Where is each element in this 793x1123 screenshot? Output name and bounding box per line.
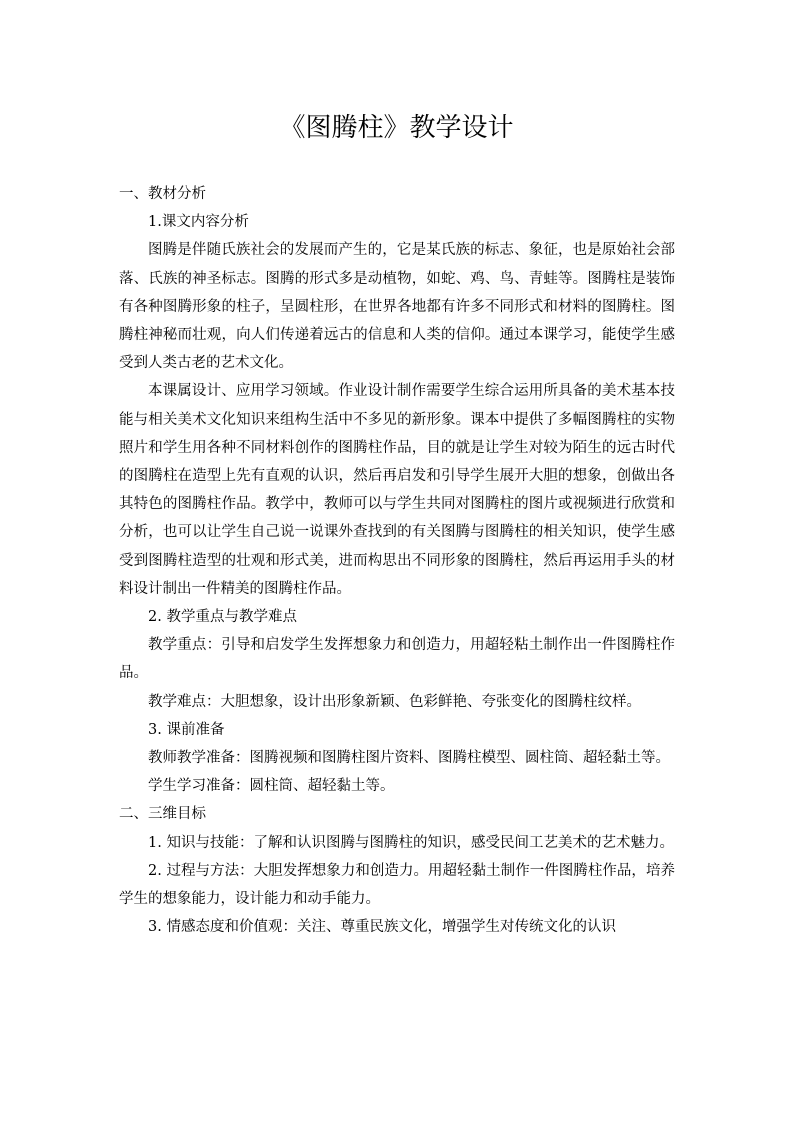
document-paragraph: 图腾是伴随氏族社会的发展而产生的，它是某氏族的标志、象征，也是原始社会部落、氏族的神圣标志。图腾的形式多是动植物，如蛇、鸡、鸟、青蛙等。图腾柱是装饰有各种图腾形象的柱子，呈圆柱形，在世界各地都有许多不同形式和材料的图腾柱。图腾柱神秘而壮观，向人们传递着远古的信息和人类的信仰。通过本课学习，能使学生感受到人类古老的艺术文化。 [119,242,675,372]
document-paragraph: 二、三维目标 [119,806,206,823]
document-paragraph: 教师教学准备：图腾视频和图腾柱图片资料、图腾柱模型、圆柱筒、超轻黏土等。 [148,750,670,767]
document-body [119,180,675,941]
document-paragraph: 3. 课前准备 [148,721,225,738]
document-paragraph: 1. 知识与技能：了解和认识图腾与图腾柱的知识，感受民间工艺美术的艺术魅力。 [148,834,674,851]
document-paragraph: 教学难点：大胆想象，设计出形象新颖、色彩鲜艳、夸张变化的图腾柱纹样。 [148,693,641,710]
document-title: 《图腾柱》教学设计 [279,113,514,143]
document-paragraph: 3. 情感态度和价值观：关注、尊重民族文化，增强学生对传统文化的认识 [148,919,616,936]
document-paragraph: 学生学习准备：圆柱筒、超轻黏土等。 [148,778,395,795]
document-paragraph: 教学重点：引导和启发学生发挥想象力和创造力，用超轻粘土制作出一件图腾柱作品。 [119,637,675,682]
document-paragraph: 一、教材分析 [119,186,206,202]
document-paragraph: 1.课文内容分析 [148,214,249,231]
document-paragraph: 本课属设计、应用学习领域。作业设计制作需要学生综合运用所具备的美术基本技能与相关美术文化知识来组构生活中不多见的新形象。课本中提供了多幅图腾柱的实物照片和学生用各种不同材料创作的图腾柱作品，目的就是让学生对较为陌生的远古时代的图腾柱在造型上先有直观的认识，然后再启发和引导学生展开大胆的想象，创做出各其特色的图腾柱作品。教学中，教师可以与学生共同对图腾柱的图片或视频进行欣赏和分析，也可以让学生自己说一说课外查找到的有关图腾与图腾柱的相关知识，使学生感受到图腾柱造型的壮观和形式美，进而构思出不同形象的图腾柱，然后再运用手头的材料设计制出一件精美的图腾柱作品。 [119,383,675,597]
document-paragraph: 2. 过程与方法：大胆发挥想象力和创造力。用超轻黏土制作一件图腾柱作品，培养学生的想象能力，设计能力和动手能力。 [119,862,675,908]
document-paragraph: 2. 教学重点与教学难点 [148,609,297,626]
